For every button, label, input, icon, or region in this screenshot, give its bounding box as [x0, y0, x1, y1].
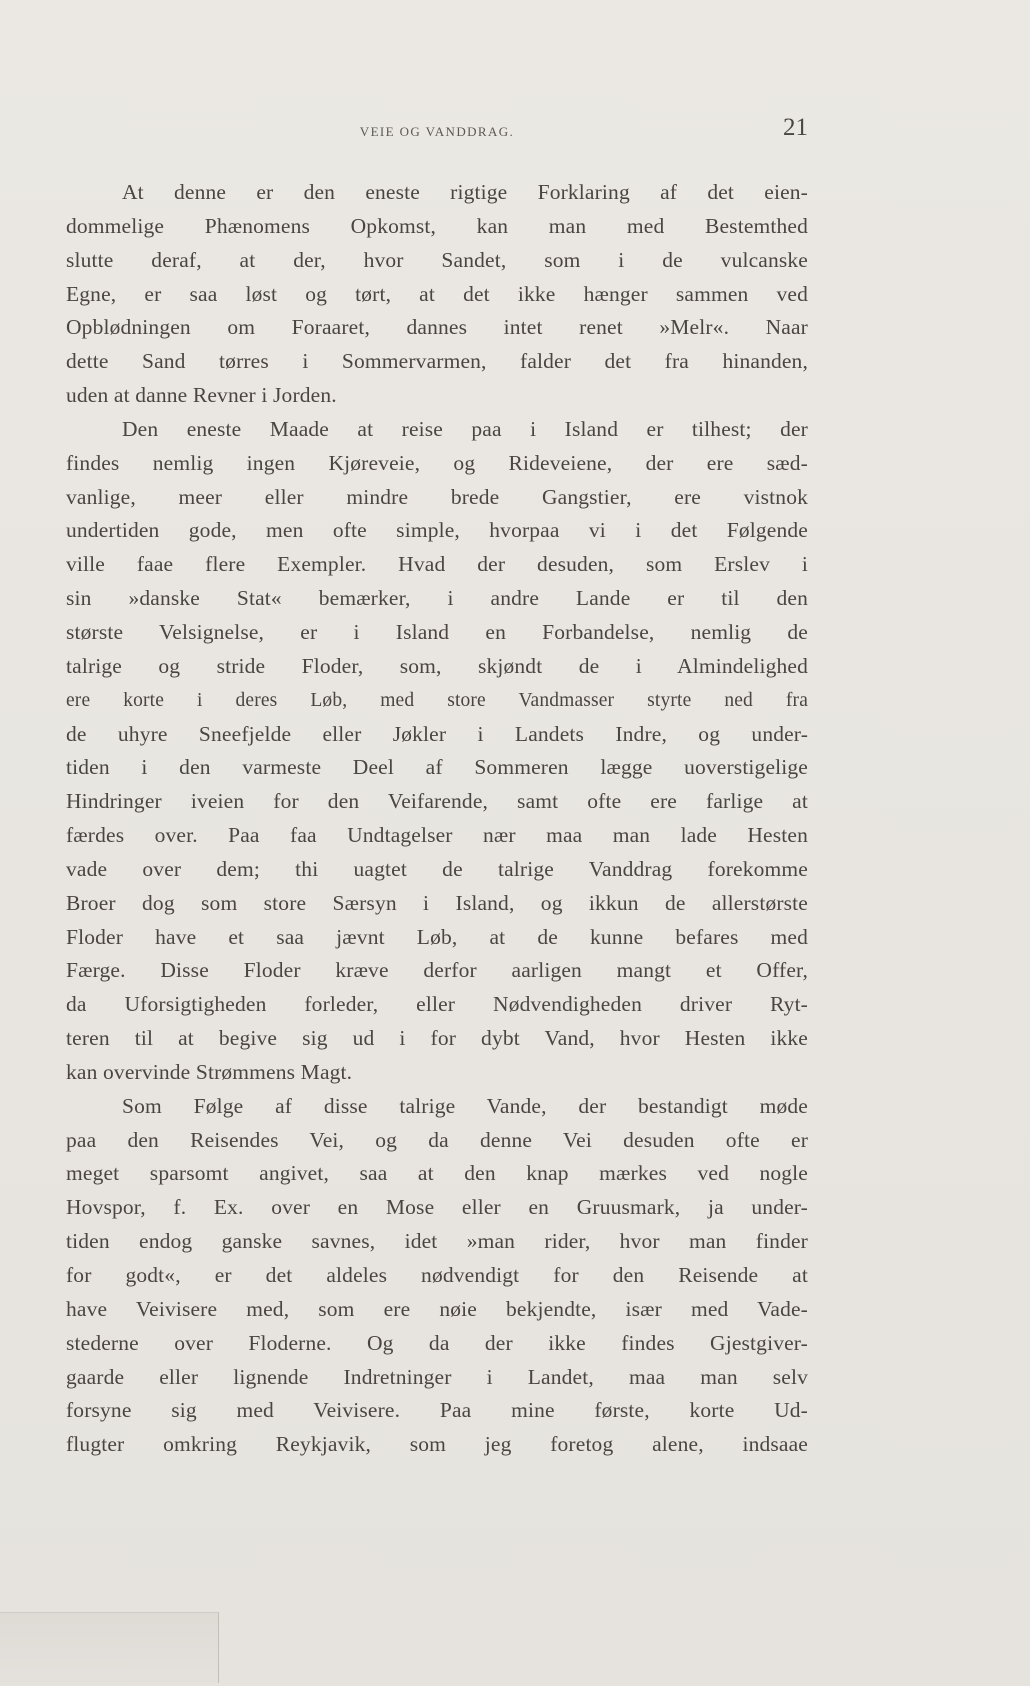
- text-line: uden at danne Revner i Jorden.: [66, 383, 337, 408]
- text-line: gaarde eller lignende Indretninger i Landet, maa man selv: [66, 1364, 808, 1389]
- text-line: have Veivisere med, som ere nøie bekjendte, især med Vade-: [66, 1296, 808, 1321]
- text-line: største Velsignelse, er i Island en Forbandelse, nemlig de: [66, 619, 808, 644]
- text-line: de uhyre Sneefjelde eller Jøkler i Landets Indre, og under-: [66, 721, 808, 746]
- text-line: teren til at begive sig ud i for dybt Vand, hvor Hesten ikke: [66, 1026, 808, 1051]
- text-line: meget sparsomt angivet, saa at den knap mærkes ved nogle: [66, 1161, 808, 1186]
- text-line: dette Sand tørres i Sommervarmen, falder det fra hinanden,: [66, 349, 808, 374]
- text-line: Som Følge af disse talrige Vande, der bestandigt møde: [122, 1093, 808, 1118]
- text-line: Færge. Disse Floder kræve derfor aarligen mangt et Offer,: [66, 958, 808, 983]
- text-line: Egne, er saa løst og tørt, at det ikke hænger sammen ved: [66, 281, 808, 306]
- text-line: undertiden gode, men ofte simple, hvorpaa vi i det Følgende: [66, 518, 808, 543]
- text-line: da Uforsigtigheden forleder, eller Nødvendigheden driver Ryt-: [66, 992, 808, 1017]
- text-line: slutte deraf, at der, hvor Sandet, som i de vulcanske: [66, 247, 808, 272]
- text-line: vade over dem; thi uagtet de talrige Vanddrag forekomme: [66, 856, 808, 881]
- text-line: flugter omkring Reykjavik, som jeg foretog alene, indsaae: [66, 1432, 808, 1457]
- text-line: talrige og stride Floder, som, skjøndt de i Almindelighed: [66, 653, 808, 678]
- text-line: for godt«, er det aldeles nødvendigt for den Reisende at: [66, 1263, 808, 1287]
- text-line: stederne over Floderne. Og da der ikke findes Gjestgiver-: [66, 1330, 808, 1355]
- text-line: paa den Reisendes Vei, og da denne Vei desuden ofte er: [66, 1127, 808, 1152]
- text-line: ere korte i deres Løb, med store Vandmasser styrte ned fra: [66, 689, 808, 711]
- text-line: findes nemlig ingen Kjøreveie, og Rideveiene, der ere sæd-: [66, 450, 808, 475]
- text-line: Hovspor, f. Ex. over en Mose eller en Gruusmark, ja under-: [66, 1195, 808, 1220]
- text-body: [66, 176, 808, 1462]
- page-header: [66, 114, 808, 148]
- text-line: Hindringer iveien for den Veifarende, samt ofte ere farlige at: [66, 789, 808, 814]
- text-line: vanlige, meer eller mindre brede Gangstier, ere vistnok: [66, 484, 808, 509]
- text-line: Floder have et saa jævnt Løb, at de kunne befares med: [66, 924, 808, 949]
- text-line: Opblødningen om Foraaret, dannes intet renet »Melr«. Naar: [66, 315, 808, 340]
- text-line: dommelige Phænomens Opkomst, kan man med Bestemthed: [66, 213, 808, 238]
- text-line: Den eneste Maade at reise paa i Island er tilhest; der: [122, 416, 808, 441]
- text-line: tiden endog ganske savnes, idet »man rider, hvor man finder: [66, 1229, 808, 1254]
- text-line: færdes over. Paa faa Undtagelser nær maa man lade Hesten: [66, 823, 808, 848]
- scan-corner-mark: [0, 1612, 219, 1683]
- text-line: forsyne sig med Veivisere. Paa mine første, korte Ud-: [66, 1398, 808, 1423]
- running-title: VEIE OG VANDDRAG.: [359, 124, 515, 139]
- text-line: At denne er den eneste rigtige Forklaring af det eien-: [122, 180, 808, 204]
- text-line: sin »danske Stat« bemærker, i andre Lande er til den: [66, 586, 808, 611]
- text-line: ville faae flere Exempler. Hvad der desuden, som Erslev i: [66, 552, 808, 577]
- text-line: Broer dog som store Særsyn i Island, og ikkun de allerstørste: [66, 890, 808, 915]
- page-number: 21: [783, 114, 808, 141]
- text-line: tiden i den varmeste Deel af Sommeren lægge uoverstigelige: [66, 755, 808, 780]
- text-line: kan overvinde Strømmens Magt.: [66, 1059, 353, 1084]
